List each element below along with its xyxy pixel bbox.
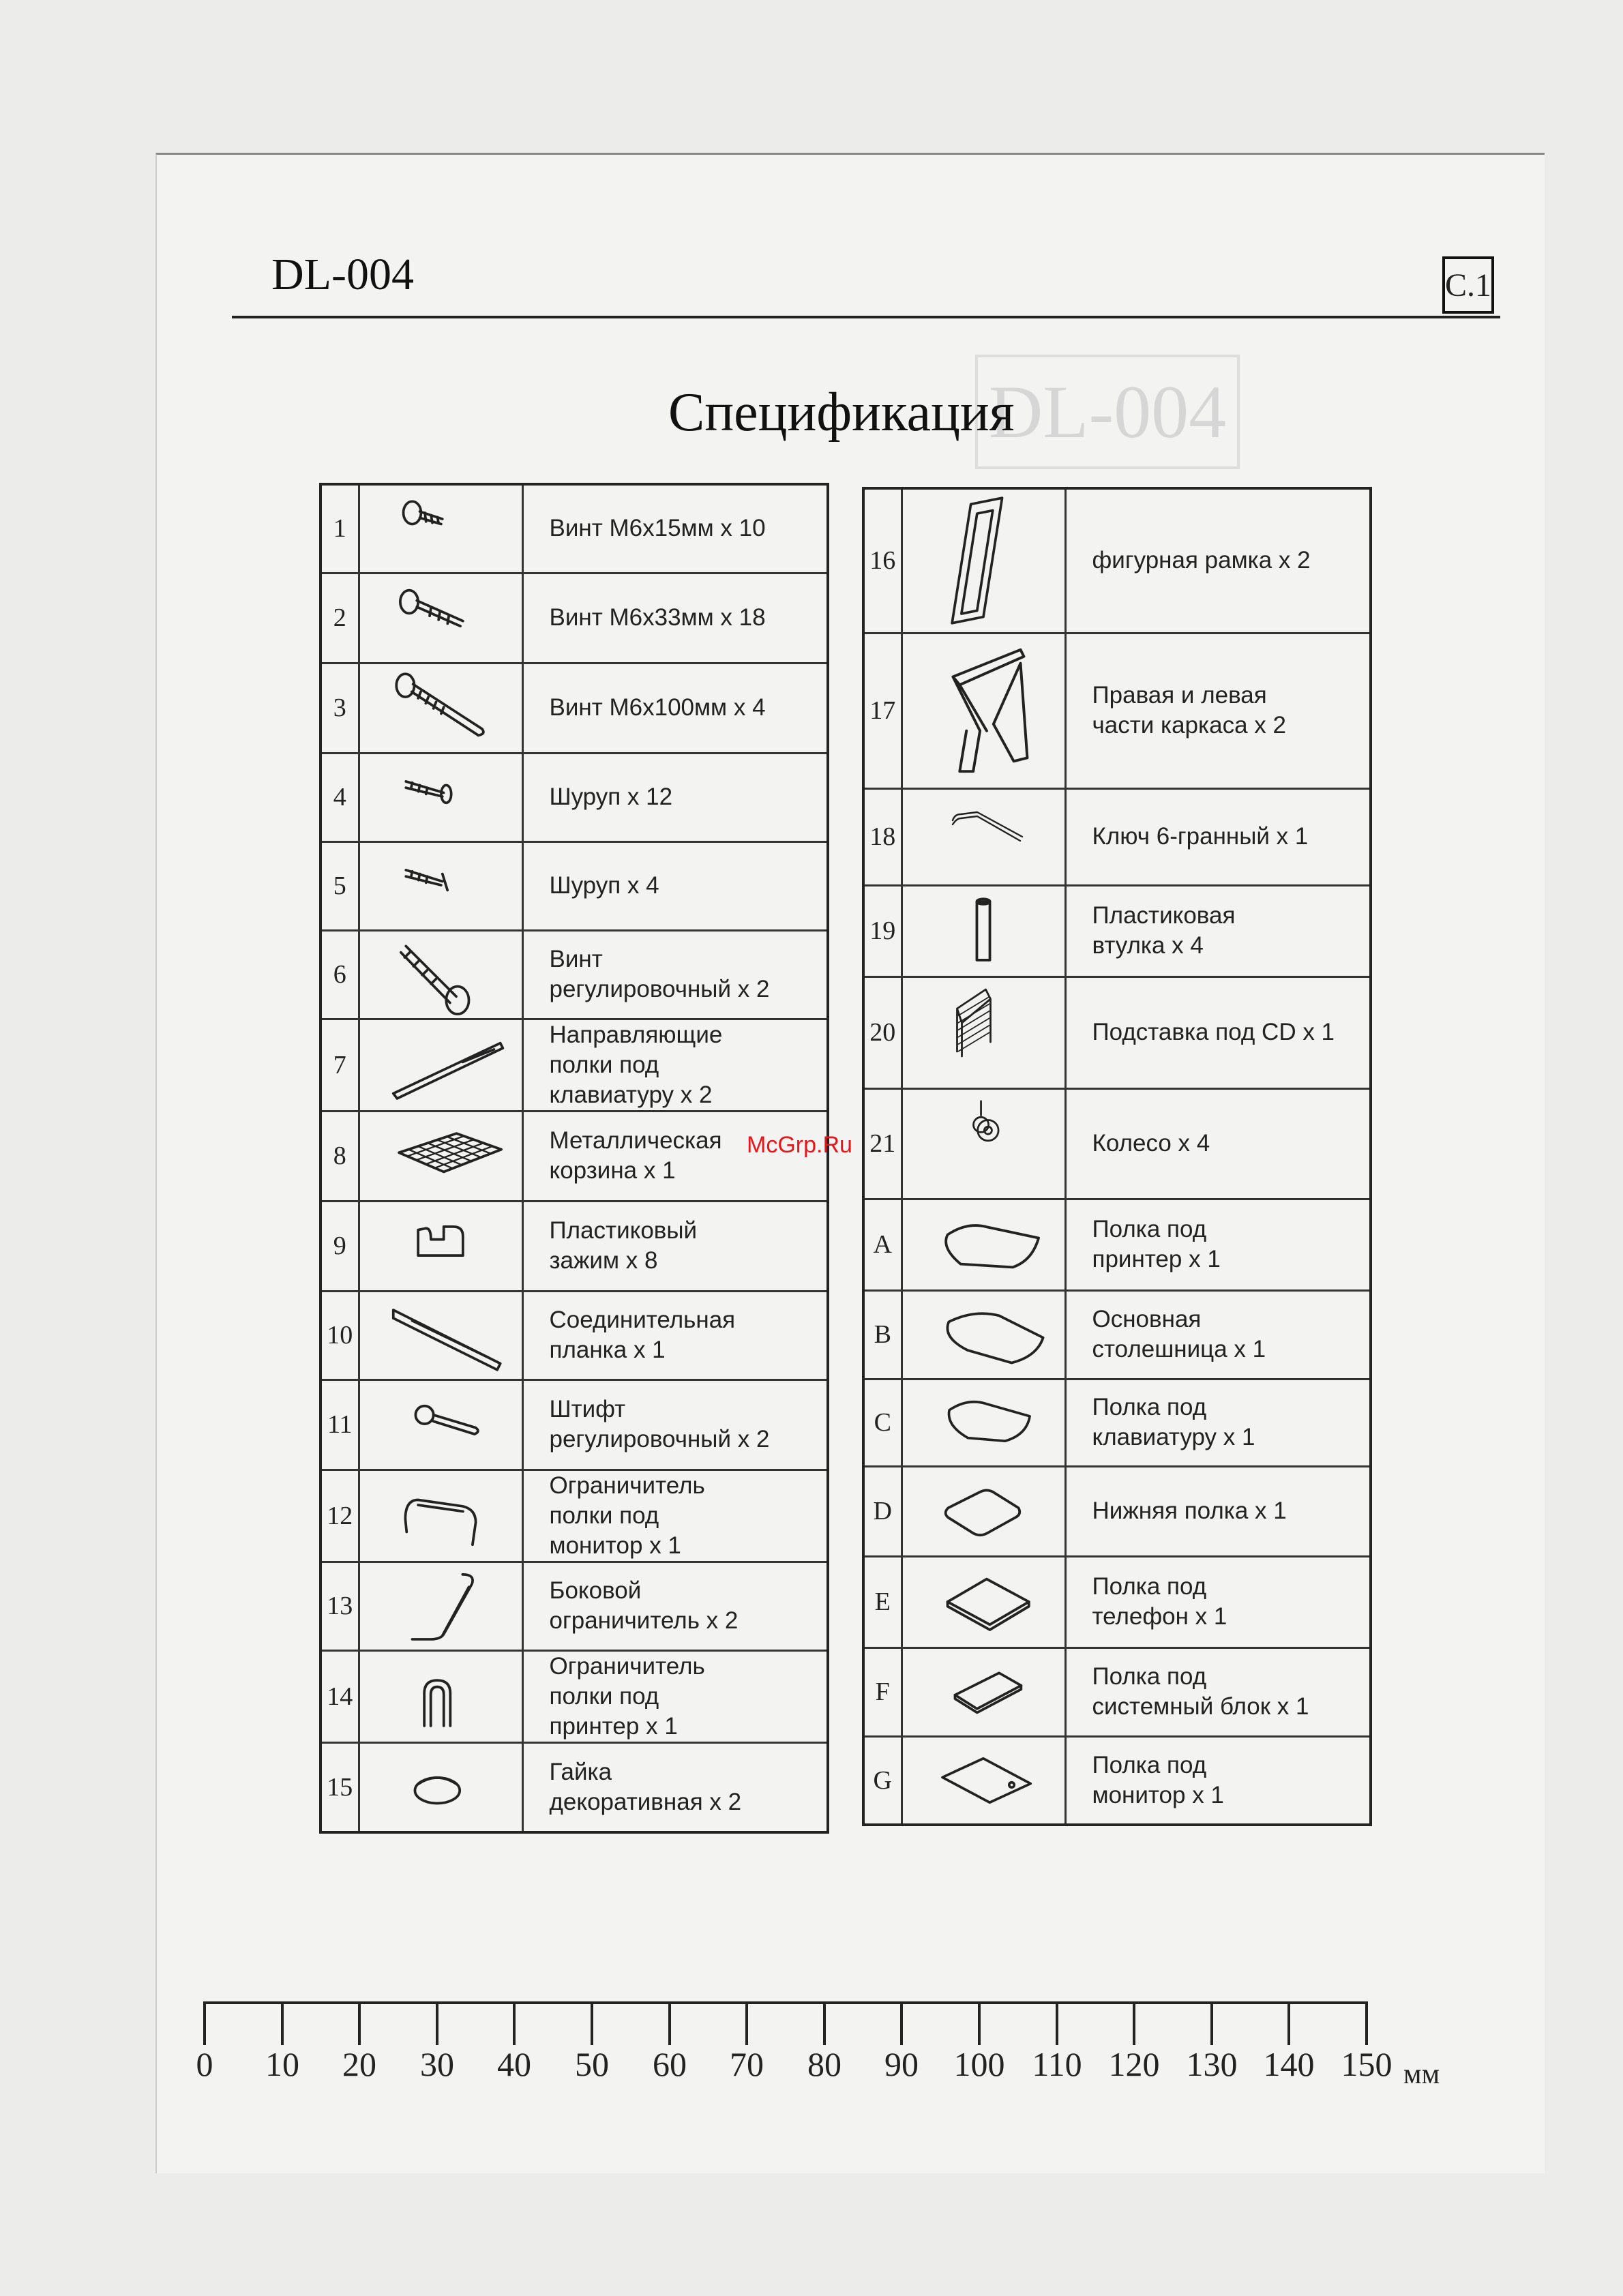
page-code-box: C.1 — [1442, 256, 1494, 314]
part-description: Пластиковый зажим х 8 — [522, 1201, 828, 1291]
shaped-frame-icon — [905, 492, 1062, 629]
part-description: Полка под системный блок х 1 — [1065, 1648, 1371, 1736]
part-number: 8 — [321, 1111, 359, 1201]
table-row — [321, 1380, 828, 1470]
ruler-tick — [823, 2001, 826, 2045]
table-row — [321, 573, 828, 663]
ruler-unit: мм — [1403, 2059, 1440, 2090]
table-row — [321, 1742, 828, 1832]
ruler-tick — [1133, 2001, 1135, 2045]
ruler-tick — [1287, 2001, 1290, 2045]
part-description: Подставка под CD х 1 — [1065, 976, 1371, 1088]
wood-screw-icon — [362, 756, 519, 838]
part-image-cell — [902, 1648, 1065, 1736]
part-description: Соединительная планка х 1 — [522, 1291, 828, 1380]
table-row — [863, 633, 1371, 788]
part-image-cell — [359, 663, 522, 753]
table-row — [863, 1199, 1371, 1290]
model-number: DL-004 — [271, 250, 414, 299]
part-image-cell — [359, 753, 522, 841]
ruler-tick-label: 60 — [653, 2045, 687, 2083]
ruler-tick — [281, 2001, 284, 2045]
part-description: Ключ 6-гранный х 1 — [1065, 788, 1371, 885]
part-description: Шуруп х 4 — [522, 841, 828, 930]
part-image-cell — [902, 788, 1065, 885]
part-description: Нижняя полка х 1 — [1065, 1466, 1371, 1556]
ruler-tick-label: 30 — [420, 2045, 454, 2083]
part-number: 11 — [321, 1380, 359, 1470]
part-description: Полка под монитор х 1 — [1065, 1736, 1371, 1825]
part-number: 9 — [321, 1201, 359, 1291]
table-row — [321, 753, 828, 841]
part-description: Винт М6х33мм х 18 — [522, 573, 828, 663]
table-row — [863, 1379, 1371, 1466]
side-limiter-icon — [362, 1565, 519, 1647]
part-number: 5 — [321, 841, 359, 930]
table-row — [321, 1470, 828, 1562]
part-image-cell — [359, 1562, 522, 1650]
part-description: Ограничитель полки под принтер х 1 — [522, 1650, 828, 1742]
table-row — [321, 1650, 828, 1742]
part-description: Винт М6х100мм х 4 — [522, 663, 828, 753]
ruler-tick — [900, 2001, 903, 2045]
adjustment-pin-icon — [362, 1383, 519, 1466]
part-number: D — [863, 1466, 902, 1556]
part-number: 4 — [321, 753, 359, 841]
system-unit-shelf-icon — [905, 1651, 1062, 1733]
ruler-tick — [358, 2001, 361, 2045]
ruler-tick-label: 80 — [807, 2045, 842, 2083]
table-row — [863, 885, 1371, 976]
plastic-sleeve-icon — [905, 889, 1062, 973]
part-image-cell — [902, 1379, 1065, 1466]
part-description: Штифт регулировочный х 2 — [522, 1380, 828, 1470]
part-image-cell — [359, 1742, 522, 1832]
part-number: 10 — [321, 1291, 359, 1380]
part-description: Основная столешница х 1 — [1065, 1290, 1371, 1379]
part-image-cell — [359, 1111, 522, 1201]
part-number: G — [863, 1736, 902, 1825]
part-number: B — [863, 1290, 902, 1379]
part-image-cell — [359, 1019, 522, 1111]
keyboard-rail-icon — [362, 1024, 519, 1106]
part-description: Полка под телефон х 1 — [1065, 1556, 1371, 1648]
part-number: 14 — [321, 1650, 359, 1742]
phone-shelf-icon — [905, 1560, 1062, 1644]
part-number: 12 — [321, 1470, 359, 1562]
part-number: 21 — [863, 1088, 902, 1199]
short-screw-icon — [362, 488, 519, 569]
part-image-cell — [359, 1650, 522, 1742]
table-row — [863, 788, 1371, 885]
part-number: E — [863, 1556, 902, 1648]
printer-shelf-icon — [905, 1202, 1062, 1287]
part-number: 6 — [321, 930, 359, 1019]
part-number: 2 — [321, 573, 359, 663]
cd-stand-icon — [905, 980, 1062, 1085]
ruler-tick — [668, 2001, 671, 2045]
decorative-nut-icon — [362, 1746, 519, 1829]
part-number: 7 — [321, 1019, 359, 1111]
watermark-link[interactable]: McGrp.Ru — [747, 1132, 852, 1158]
ruler-tick — [513, 2001, 516, 2045]
keyboard-shelf-icon — [905, 1382, 1062, 1463]
part-number: 16 — [863, 488, 902, 633]
table-row — [321, 1291, 828, 1380]
part-image-cell — [359, 484, 522, 573]
part-description: Винт регулировочный х 2 — [522, 930, 828, 1019]
table-row — [863, 1466, 1371, 1556]
ruler-tick-label: 140 — [1263, 2045, 1315, 2083]
ruler-tick-label: 100 — [953, 2045, 1005, 2083]
part-number: F — [863, 1648, 902, 1736]
part-image-cell — [359, 1470, 522, 1562]
ruler-line — [203, 2001, 1366, 2004]
part-description: Ограничитель полки под монитор х 1 — [522, 1470, 828, 1562]
part-number: 19 — [863, 885, 902, 976]
part-image-cell — [902, 1088, 1065, 1199]
part-description: фигурная рамка х 2 — [1065, 488, 1371, 633]
monitor-shelf-icon — [905, 1740, 1062, 1821]
table-row — [863, 488, 1371, 633]
part-description: Пластиковая втулка х 4 — [1065, 885, 1371, 976]
page-title: Спецификация — [668, 383, 1015, 443]
printer-limiter-icon — [362, 1654, 519, 1739]
table-row — [321, 484, 828, 573]
part-number: 1 — [321, 484, 359, 573]
part-description: Шуруп х 12 — [522, 753, 828, 841]
part-image-cell — [902, 1199, 1065, 1290]
ruler-tick — [203, 2001, 206, 2045]
table-row — [321, 1201, 828, 1291]
ruler-tick — [591, 2001, 593, 2045]
table-row — [321, 1562, 828, 1650]
side-frame-icon — [905, 636, 1062, 785]
part-description: Боковой ограничитель х 2 — [522, 1562, 828, 1650]
ruler-tick — [436, 2001, 438, 2045]
part-number: 18 — [863, 788, 902, 885]
ruler-tick — [1365, 2001, 1368, 2045]
hex-key-icon — [905, 792, 1062, 882]
monitor-limiter-icon — [362, 1474, 519, 1557]
table-row — [321, 841, 828, 930]
part-image-cell — [359, 841, 522, 930]
ruler-tick-label: 10 — [265, 2045, 299, 2083]
ruler-tick-label: 20 — [342, 2045, 376, 2083]
part-description: Колесо х 4 — [1065, 1088, 1371, 1199]
part-image-cell — [359, 573, 522, 663]
long-screw-icon — [362, 666, 519, 749]
part-description: Винт М6х15мм х 10 — [522, 484, 828, 573]
caster-wheel-icon — [905, 1092, 1062, 1195]
part-number: 13 — [321, 1562, 359, 1650]
ruler-tick-label: 150 — [1341, 2045, 1393, 2083]
part-description: Полка под принтер х 1 — [1065, 1199, 1371, 1290]
part-image-cell — [902, 1290, 1065, 1379]
part-image-cell — [359, 1201, 522, 1291]
table-row — [863, 1088, 1371, 1199]
connecting-bar-icon — [362, 1294, 519, 1376]
part-number: A — [863, 1199, 902, 1290]
ruler-tick — [745, 2001, 748, 2045]
table-row — [321, 930, 828, 1019]
part-image-cell — [902, 633, 1065, 788]
ruler-tick-label: 130 — [1186, 2045, 1238, 2083]
part-image-cell — [902, 1736, 1065, 1825]
part-description: Правая и левая части каркаса х 2 — [1065, 633, 1371, 788]
ruler-tick — [978, 2001, 981, 2045]
part-image-cell — [902, 976, 1065, 1088]
part-number: C — [863, 1379, 902, 1466]
ruler-tick-label: 120 — [1108, 2045, 1160, 2083]
part-image-cell — [359, 930, 522, 1019]
ruler-tick-label: 50 — [575, 2045, 609, 2083]
table-row — [321, 663, 828, 753]
part-number: 17 — [863, 633, 902, 788]
part-image-cell — [902, 1466, 1065, 1556]
plastic-clip-icon — [362, 1204, 519, 1287]
bottom-shelf-icon — [905, 1470, 1062, 1553]
main-tabletop-icon — [905, 1294, 1062, 1375]
table-row — [863, 976, 1371, 1088]
parts-table-right — [862, 487, 1372, 1826]
part-description: Полка под клавиатуру х 1 — [1065, 1379, 1371, 1466]
ruler-tick-label: 40 — [497, 2045, 531, 2083]
table-row — [863, 1290, 1371, 1379]
part-description: Гайка декоративная х 2 — [522, 1742, 828, 1832]
part-description: Металлическая корзина х 1 — [522, 1111, 828, 1201]
ruler-tick-label: 90 — [884, 2045, 919, 2083]
ghost-model-text: DL-004 — [975, 355, 1240, 469]
table-row — [321, 1019, 828, 1111]
part-description: Направляющие полки под клавиатуру х 2 — [522, 1019, 828, 1111]
millimeter-ruler — [196, 1998, 1440, 2134]
table-row — [863, 1556, 1371, 1648]
ruler-tick — [1210, 2001, 1213, 2045]
part-image-cell — [902, 885, 1065, 976]
table-row — [863, 1736, 1371, 1825]
small-wood-screw-icon — [362, 845, 519, 927]
part-image-cell — [359, 1380, 522, 1470]
wire-basket-icon — [362, 1114, 519, 1197]
table-row — [863, 1648, 1371, 1736]
part-number: 15 — [321, 1742, 359, 1832]
header-rule — [232, 316, 1500, 318]
part-image-cell — [902, 1556, 1065, 1648]
part-image-cell — [359, 1291, 522, 1380]
part-image-cell — [902, 488, 1065, 633]
part-number: 3 — [321, 663, 359, 753]
medium-screw-icon — [362, 576, 519, 659]
ruler-tick-label: 110 — [1032, 2045, 1082, 2083]
part-number: 20 — [863, 976, 902, 1088]
ruler-tick-label: 70 — [730, 2045, 764, 2083]
adjustment-screw-icon — [362, 934, 519, 1015]
ruler-tick — [1056, 2001, 1058, 2045]
ruler-tick-label: 0 — [196, 2045, 213, 2083]
